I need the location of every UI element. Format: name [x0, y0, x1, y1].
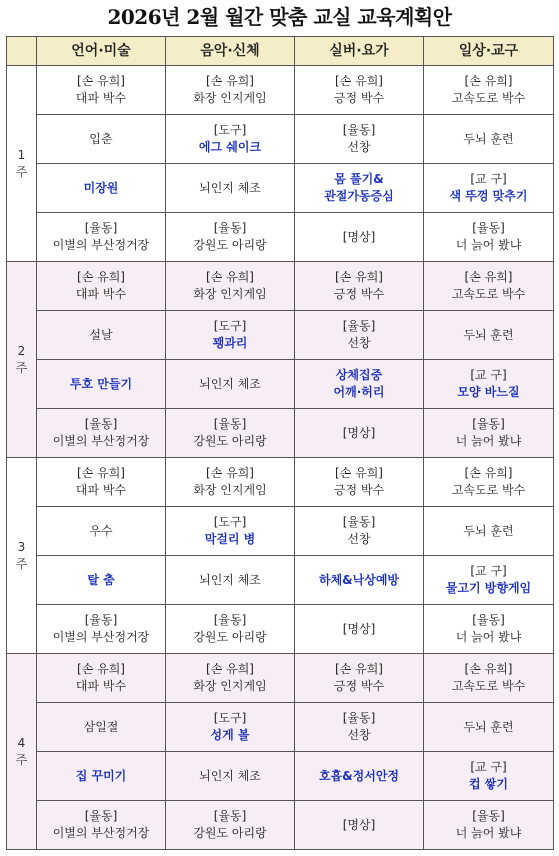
activity-line-1: [손 유희] [335, 662, 383, 676]
plan-cell-silver-yoga [295, 66, 424, 115]
activity-line-1: [손 유희] [77, 662, 125, 676]
activity-line-2: 에그 쉐이크 [198, 140, 262, 154]
activity-line-2: 색 뚜껑 맞추기 [449, 189, 528, 203]
activity-line-1: [교 구] [470, 564, 507, 578]
plan-cell-language-art [37, 507, 166, 556]
header-row [7, 37, 554, 66]
activity-line-1: [명상] [342, 817, 376, 832]
week-label-cell [7, 262, 37, 458]
activity-line-2: 모양 바느질 [457, 385, 520, 399]
plan-cell-daily-tools [424, 801, 554, 850]
week-number: 2 [17, 343, 26, 358]
plan-cell-language-art [37, 360, 166, 409]
activity-line-2: 선창 [347, 728, 371, 742]
plan-cell-language-art [37, 164, 166, 213]
activity-line-2: 고속도로 박수 [451, 483, 526, 497]
plan-cell-silver-yoga [295, 311, 424, 360]
activity-line-1: 호흡&정서안정 [318, 768, 400, 783]
plan-cell-music-body [166, 262, 295, 311]
activity-line-1: [율동] [472, 613, 505, 627]
activity-line-2: 어깨·허리 [333, 385, 385, 399]
activity-line-1: [손 유희] [335, 466, 383, 480]
table-row [7, 66, 554, 115]
plan-cell-music-body [166, 409, 295, 458]
activity-line-2: 너 늙어 봤냐 [455, 434, 522, 448]
table-row [7, 311, 554, 360]
plan-cell-language-art [37, 605, 166, 654]
plan-cell-daily-tools [424, 605, 554, 654]
plan-cell-language-art [37, 115, 166, 164]
activity-line-1: [율동] [213, 417, 247, 431]
plan-cell-language-art [37, 262, 166, 311]
activity-line-1: [교 구] [470, 760, 507, 774]
activity-line-1: [율동] [472, 417, 505, 431]
plan-cell-daily-tools [424, 360, 554, 409]
activity-line-1: [손 유희] [464, 466, 513, 480]
activity-line-1: 투호 만들기 [69, 376, 133, 391]
activity-line-1: [손 유희] [335, 270, 383, 284]
activity-line-2: 너 늙어 봤냐 [455, 238, 522, 252]
plan-cell-silver-yoga [295, 605, 424, 654]
activity-line-1: [율동] [84, 809, 118, 823]
activity-line-1: [손 유희] [206, 466, 254, 480]
activity-line-2: 고속도로 박수 [451, 91, 526, 105]
activity-line-2: 성게 볼 [210, 728, 250, 742]
activity-line-1: [손 유희] [335, 74, 383, 88]
plan-cell-language-art [37, 752, 166, 801]
activity-line-2: 대파 박수 [75, 483, 127, 497]
plan-cell-music-body [166, 213, 295, 262]
activity-line-1: [손 유희] [206, 74, 254, 88]
plan-cell-music-body [166, 360, 295, 409]
activity-line-1: 입춘 [89, 131, 113, 146]
activity-line-2: 강원도 아리랑 [193, 826, 267, 840]
activity-line-1: [손 유희] [206, 662, 254, 676]
plan-cell-language-art [37, 801, 166, 850]
plan-cell-daily-tools [424, 115, 554, 164]
plan-cell-daily-tools [424, 556, 554, 605]
activity-line-2: 강원도 아리랑 [193, 434, 267, 448]
column-header-daily-tools: 일상·교구 [424, 37, 554, 66]
plan-cell-daily-tools [424, 213, 554, 262]
table-row [7, 605, 554, 654]
plan-cell-silver-yoga [295, 213, 424, 262]
page-title: 2026년 2월 월간 맞춤 교실 교육계획안 [107, 5, 452, 29]
plan-cell-silver-yoga [295, 360, 424, 409]
plan-cell-language-art [37, 703, 166, 752]
activity-line-1: [율동] [84, 221, 118, 235]
plan-cell-silver-yoga [295, 507, 424, 556]
week-label-cell [7, 458, 37, 654]
table-row [7, 409, 554, 458]
activity-line-2: 너 늙어 봤냐 [455, 630, 522, 644]
plan-cell-daily-tools [424, 752, 554, 801]
activity-line-1: [율동] [84, 417, 118, 431]
activity-line-1: 미장원 [83, 180, 119, 195]
table-row [7, 164, 554, 213]
plan-cell-language-art [37, 654, 166, 703]
activity-line-1: 상체집중 [335, 368, 383, 382]
activity-line-1: 두뇌 훈련 [463, 523, 514, 538]
activity-line-2: 고속도로 박수 [451, 287, 526, 301]
table-row [7, 507, 554, 556]
activity-line-1: 두뇌 훈련 [463, 327, 514, 342]
activity-line-2: 관절가동증심 [324, 189, 394, 203]
plan-cell-silver-yoga [295, 801, 424, 850]
activity-line-2: 물고기 방향게임 [445, 581, 532, 595]
table-row [7, 458, 554, 507]
plan-cell-music-body [166, 311, 295, 360]
plan-cell-daily-tools [424, 262, 554, 311]
plan-cell-language-art [37, 213, 166, 262]
plan-cell-music-body [166, 66, 295, 115]
activity-line-1: [율동] [213, 221, 247, 235]
plan-cell-silver-yoga [295, 262, 424, 311]
activity-line-1: [율동] [472, 221, 505, 235]
plan-cell-music-body [166, 458, 295, 507]
activity-line-2: 이별의 부산정거장 [52, 238, 150, 252]
plan-cell-daily-tools [424, 409, 554, 458]
activity-line-1: [율동] [213, 809, 247, 823]
week-unit: 주 [15, 556, 28, 571]
activity-line-1: [명상] [342, 229, 376, 244]
plan-cell-music-body [166, 115, 295, 164]
activity-line-2: 막걸리 병 [204, 532, 256, 546]
plan-cell-music-body [166, 801, 295, 850]
plan-cell-silver-yoga [295, 164, 424, 213]
table-row [7, 262, 554, 311]
activity-line-1: [도구] [213, 123, 247, 137]
activity-line-1: [명상] [342, 621, 376, 636]
activity-line-2: 대파 박수 [75, 91, 127, 105]
activity-line-1: [교 구] [470, 172, 507, 186]
activity-line-1: 몸 풀기& [334, 172, 384, 186]
table-row [7, 801, 554, 850]
activity-line-2: 이별의 부산정거장 [52, 826, 150, 840]
plan-cell-language-art [37, 311, 166, 360]
lesson-plan-table [6, 36, 554, 850]
activity-line-2: 선창 [347, 140, 371, 154]
activity-line-2: 이별의 부산정거장 [52, 434, 150, 448]
activity-line-2: 긍정 박수 [333, 287, 385, 301]
activity-line-1: [율동] [472, 809, 505, 823]
plan-cell-silver-yoga [295, 703, 424, 752]
column-header-language-art: 언어·미술 [37, 37, 166, 66]
plan-cell-music-body [166, 654, 295, 703]
activity-line-2: 화장 인지게임 [193, 679, 267, 693]
plan-cell-daily-tools [424, 654, 554, 703]
activity-line-2: 강원도 아리랑 [193, 238, 267, 252]
table-row [7, 360, 554, 409]
activity-line-2: 긍정 박수 [333, 483, 385, 497]
week-unit: 주 [15, 752, 28, 767]
activity-line-1: 뇌인지 체조 [199, 180, 261, 195]
table-row [7, 213, 554, 262]
activity-line-1: 우수 [89, 523, 113, 538]
plan-cell-silver-yoga [295, 556, 424, 605]
plan-cell-daily-tools [424, 703, 554, 752]
table-row [7, 556, 554, 605]
activity-line-1: 탈 춤 [87, 572, 115, 587]
plan-cell-daily-tools [424, 66, 554, 115]
activity-line-1: [율동] [342, 711, 376, 725]
activity-line-2: 화장 인지게임 [193, 287, 267, 301]
lesson-plan-body [7, 66, 554, 850]
plan-cell-daily-tools [424, 311, 554, 360]
activity-line-2: 긍정 박수 [333, 679, 385, 693]
plan-cell-language-art [37, 66, 166, 115]
activity-line-2: 화장 인지게임 [193, 91, 267, 105]
table-row [7, 703, 554, 752]
activity-line-1: [도구] [213, 319, 247, 333]
activity-line-1: 두뇌 훈련 [463, 719, 514, 734]
week-label-cell [7, 66, 37, 262]
week-unit: 주 [15, 164, 28, 179]
activity-line-1: 집 꾸미기 [75, 768, 127, 783]
plan-cell-silver-yoga [295, 654, 424, 703]
activity-line-1: [율동] [342, 319, 376, 333]
activity-line-1: [손 유희] [77, 270, 125, 284]
plan-cell-language-art [37, 556, 166, 605]
activity-line-2: 컵 쌓기 [469, 777, 508, 791]
week-label-cell [7, 654, 37, 850]
activity-line-1: [명상] [342, 425, 376, 440]
activity-line-1: [율동] [342, 123, 376, 137]
activity-line-2: 선창 [347, 532, 371, 546]
plan-cell-music-body [166, 605, 295, 654]
activity-line-2: 화장 인지게임 [193, 483, 267, 497]
header-corner-cell [7, 37, 37, 66]
plan-cell-daily-tools [424, 458, 554, 507]
column-header-silver-yoga: 실버·요가 [295, 37, 424, 66]
plan-cell-silver-yoga [295, 458, 424, 507]
plan-cell-music-body [166, 164, 295, 213]
activity-line-1: 뇌인지 체조 [199, 768, 261, 783]
activity-line-1: 하체&낙상예방 [318, 572, 400, 587]
plan-cell-daily-tools [424, 507, 554, 556]
plan-cell-silver-yoga [295, 409, 424, 458]
activity-line-2: 대파 박수 [75, 287, 127, 301]
activity-line-2: 선창 [347, 336, 371, 350]
week-number: 4 [17, 735, 26, 750]
activity-line-1: [손 유희] [77, 74, 125, 88]
activity-line-2: 대파 박수 [75, 679, 127, 693]
table-row [7, 654, 554, 703]
plan-cell-music-body [166, 752, 295, 801]
activity-line-1: [손 유희] [206, 270, 254, 284]
activity-line-2: 꽹과리 [212, 336, 248, 350]
activity-line-1: 뇌인지 체조 [199, 376, 261, 391]
plan-cell-language-art [37, 458, 166, 507]
activity-line-1: 설날 [89, 327, 113, 342]
activity-line-1: [율동] [213, 613, 247, 627]
activity-line-1: [도구] [213, 515, 247, 529]
activity-line-1: [손 유희] [464, 270, 513, 284]
plan-cell-silver-yoga [295, 115, 424, 164]
activity-line-2: 이별의 부산정거장 [52, 630, 150, 644]
week-number: 3 [17, 539, 26, 554]
activity-line-2: 긍정 박수 [333, 91, 385, 105]
plan-cell-music-body [166, 556, 295, 605]
activity-line-1: [손 유희] [77, 466, 125, 480]
activity-line-1: 두뇌 훈련 [463, 131, 514, 146]
week-number: 1 [17, 147, 26, 162]
plan-cell-language-art [37, 409, 166, 458]
activity-line-1: 뇌인지 체조 [199, 572, 261, 587]
table-row [7, 752, 554, 801]
week-unit: 주 [15, 360, 28, 375]
activity-line-1: [율동] [342, 515, 376, 529]
plan-cell-silver-yoga [295, 752, 424, 801]
activity-line-1: [손 유희] [464, 74, 513, 88]
activity-line-1: [도구] [213, 711, 247, 725]
plan-cell-music-body [166, 703, 295, 752]
activity-line-2: 너 늙어 봤냐 [455, 826, 522, 840]
plan-cell-daily-tools [424, 164, 554, 213]
activity-line-1: [손 유희] [464, 662, 513, 676]
column-header-music-body: 음악·신체 [166, 37, 295, 66]
plan-cell-music-body [166, 507, 295, 556]
activity-line-2: 강원도 아리랑 [193, 630, 267, 644]
activity-line-1: [교 구] [470, 368, 507, 382]
activity-line-2: 고속도로 박수 [451, 679, 526, 693]
activity-line-1: [율동] [84, 613, 118, 627]
activity-line-1: 삼일절 [83, 719, 119, 734]
table-row [7, 115, 554, 164]
